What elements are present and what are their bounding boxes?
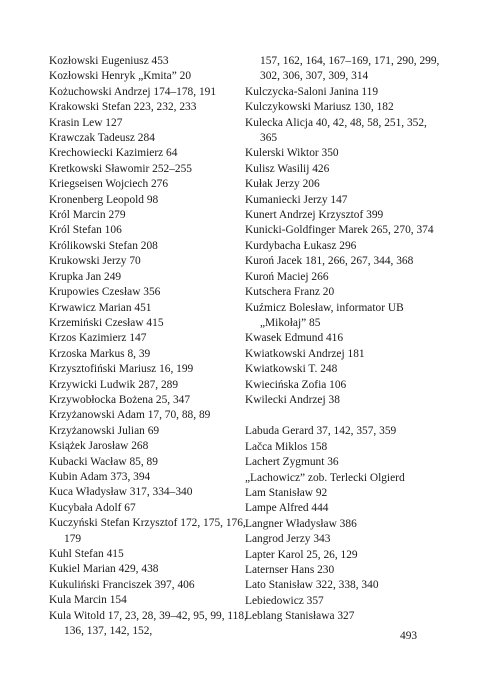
- index-entry: Kuroń Jacek 181, 266, 267, 344, 368: [245, 255, 414, 268]
- index-entry: Kunert Andrzej Krzysztof 399: [245, 209, 384, 222]
- index-entry: Labuda Gerard 37, 142, 357, 359: [245, 425, 397, 438]
- index-entry: Kozłowski Eugeniusz 453: [49, 55, 169, 67]
- page-number: 493: [400, 630, 418, 642]
- index-entry: Kukiel Marian 429, 438: [49, 563, 159, 576]
- index-column-left: [49, 54, 249, 639]
- index-entry: Lačca Miklos 158: [245, 440, 328, 453]
- index-entry: Lampe Alfred 444: [245, 502, 329, 515]
- letter-section-gap: [245, 408, 445, 424]
- index-entry: Kulczykowski Mariusz 130, 182: [245, 101, 394, 114]
- index-entry: Kwiecińska Zofia 106: [245, 378, 347, 391]
- index-entry: Kunicki-Goldfinger Marek 265, 270, 374: [245, 224, 434, 237]
- index-entry: Kuźmicz Bolesław, informator UB „Mikołaj” 85: [245, 301, 404, 329]
- index-entry: Kubacki Wacław 85, 89: [49, 455, 158, 468]
- index-entry: Kucybała Adolf 67: [49, 501, 136, 514]
- index-entry: Kulisz Wasilij 426: [245, 162, 330, 175]
- index-entry: Krupka Jan 249: [49, 270, 122, 283]
- index-entry: Kukuliński Franciszek 397, 406: [49, 578, 195, 591]
- index-entry: Kuroń Maciej 266: [245, 270, 329, 283]
- index-entry: Krupowies Czesław 356: [49, 286, 161, 299]
- index-entry: Kula Marcin 154: [49, 594, 127, 607]
- index-entry: Krwawicz Marian 451: [49, 301, 152, 314]
- index-entry: Kwasek Edmund 416: [245, 332, 344, 345]
- index-entry: Krzyżanowski Julian 69: [49, 424, 160, 437]
- index-entry: Kriegseisen Wojciech 276: [49, 178, 169, 191]
- index-entry-continuation: 157, 162, 164, 167–169, 171, 290, 299, 302, 306, 307, 309, 314: [260, 55, 440, 83]
- index-entry: Lam Stanisław 92: [245, 486, 328, 499]
- index-entry: Krzywicki Ludwik 287, 289: [49, 378, 179, 391]
- index-entry: Kuhl Stefan 415: [49, 548, 124, 560]
- index-entry: Król Marcin 279: [49, 209, 126, 222]
- index-entry: Kulerski Wiktor 350: [245, 147, 339, 160]
- index-entry: Krzyżanowski Adam 17, 70, 88, 89: [49, 409, 211, 422]
- index-entry: Laternser Hans 230: [245, 564, 335, 576]
- index-entry: Krukowski Jerzy 70: [49, 255, 141, 268]
- index-entry: Krechowiecki Kazimierz 64: [49, 147, 178, 160]
- index-entry: Krzywobłocka Bożena 25, 347: [49, 393, 191, 406]
- index-entry: Krzos Kazimierz 147: [49, 332, 147, 345]
- index-entry: Kretkowski Sławomir 252–255: [49, 162, 193, 175]
- index-entry: Kurdybacha Łukasz 296: [245, 239, 357, 252]
- index-entry: „Lachowicz” zob. Terlecki Olgierd: [245, 471, 405, 484]
- index-entry: Krzoska Markus 8, 39: [49, 347, 151, 360]
- index-entry: Krzysztofiński Mariusz 16, 199: [49, 363, 194, 376]
- index-entry: Lapter Karol 25, 26, 129: [245, 548, 358, 561]
- index-entry: Lato Stanisław 322, 338, 340: [245, 579, 379, 592]
- index-entry: Królikowski Stefan 208: [49, 239, 158, 252]
- index-entry: Kożuchowski Andrzej 174–178, 191: [49, 85, 217, 98]
- index-entry: Kwilecki Andrzej 38: [245, 393, 340, 406]
- index-entry: Kubin Adam 373, 394: [49, 470, 151, 483]
- index-entry: Król Stefan 106: [49, 224, 122, 237]
- index-entry: Kozłowski Henryk „Kmita” 20: [49, 70, 192, 83]
- index-entry: Krakowski Stefan 223, 232, 233: [49, 101, 197, 114]
- index-entry: Krasin Lew 127: [49, 116, 123, 129]
- index-entry: Kułak Jerzy 206: [245, 178, 320, 191]
- index-entry: Langner Władysław 386: [245, 517, 357, 530]
- index-column-right: [245, 54, 445, 625]
- index-entry: Kuczyński Stefan Krzysztof 172, 175, 176, 179: [49, 517, 246, 545]
- index-entry: Krawczak Tadeusz 284: [49, 132, 155, 145]
- index-entry: Kutschera Franz 20: [245, 286, 335, 299]
- index-entry: Kula Witold 17, 23, 28, 39–42, 95, 99, 118, 136, 137, 142, 152,: [49, 609, 247, 638]
- index-entry: Kulczycka-Saloni Janina 119: [245, 85, 379, 98]
- index-entry: Leblang Stanisława 327: [245, 610, 355, 623]
- index-entry: Langrod Jerzy 343: [245, 533, 331, 546]
- index-entry: Kwiatkowski Andrzej 181: [245, 347, 365, 360]
- index-entry: Kronenberg Leopold 98: [49, 193, 159, 206]
- index-entry: Kumaniecki Jerzy 147: [245, 193, 348, 206]
- index-entry: Książek Jarosław 268: [49, 440, 149, 453]
- index-entry: Lachert Zygmunt 36: [245, 456, 339, 469]
- index-entry: Kuca Władysław 317, 334–340: [49, 486, 193, 499]
- index-entry: Lebiedowicz 357: [245, 594, 324, 607]
- index-entry: Krzemiński Czesław 415: [49, 316, 164, 329]
- index-entry: Kwiatkowski T. 248: [245, 363, 338, 376]
- index-entry: Kulecka Alicja 40, 42, 48, 58, 251, 352, 365: [245, 116, 427, 145]
